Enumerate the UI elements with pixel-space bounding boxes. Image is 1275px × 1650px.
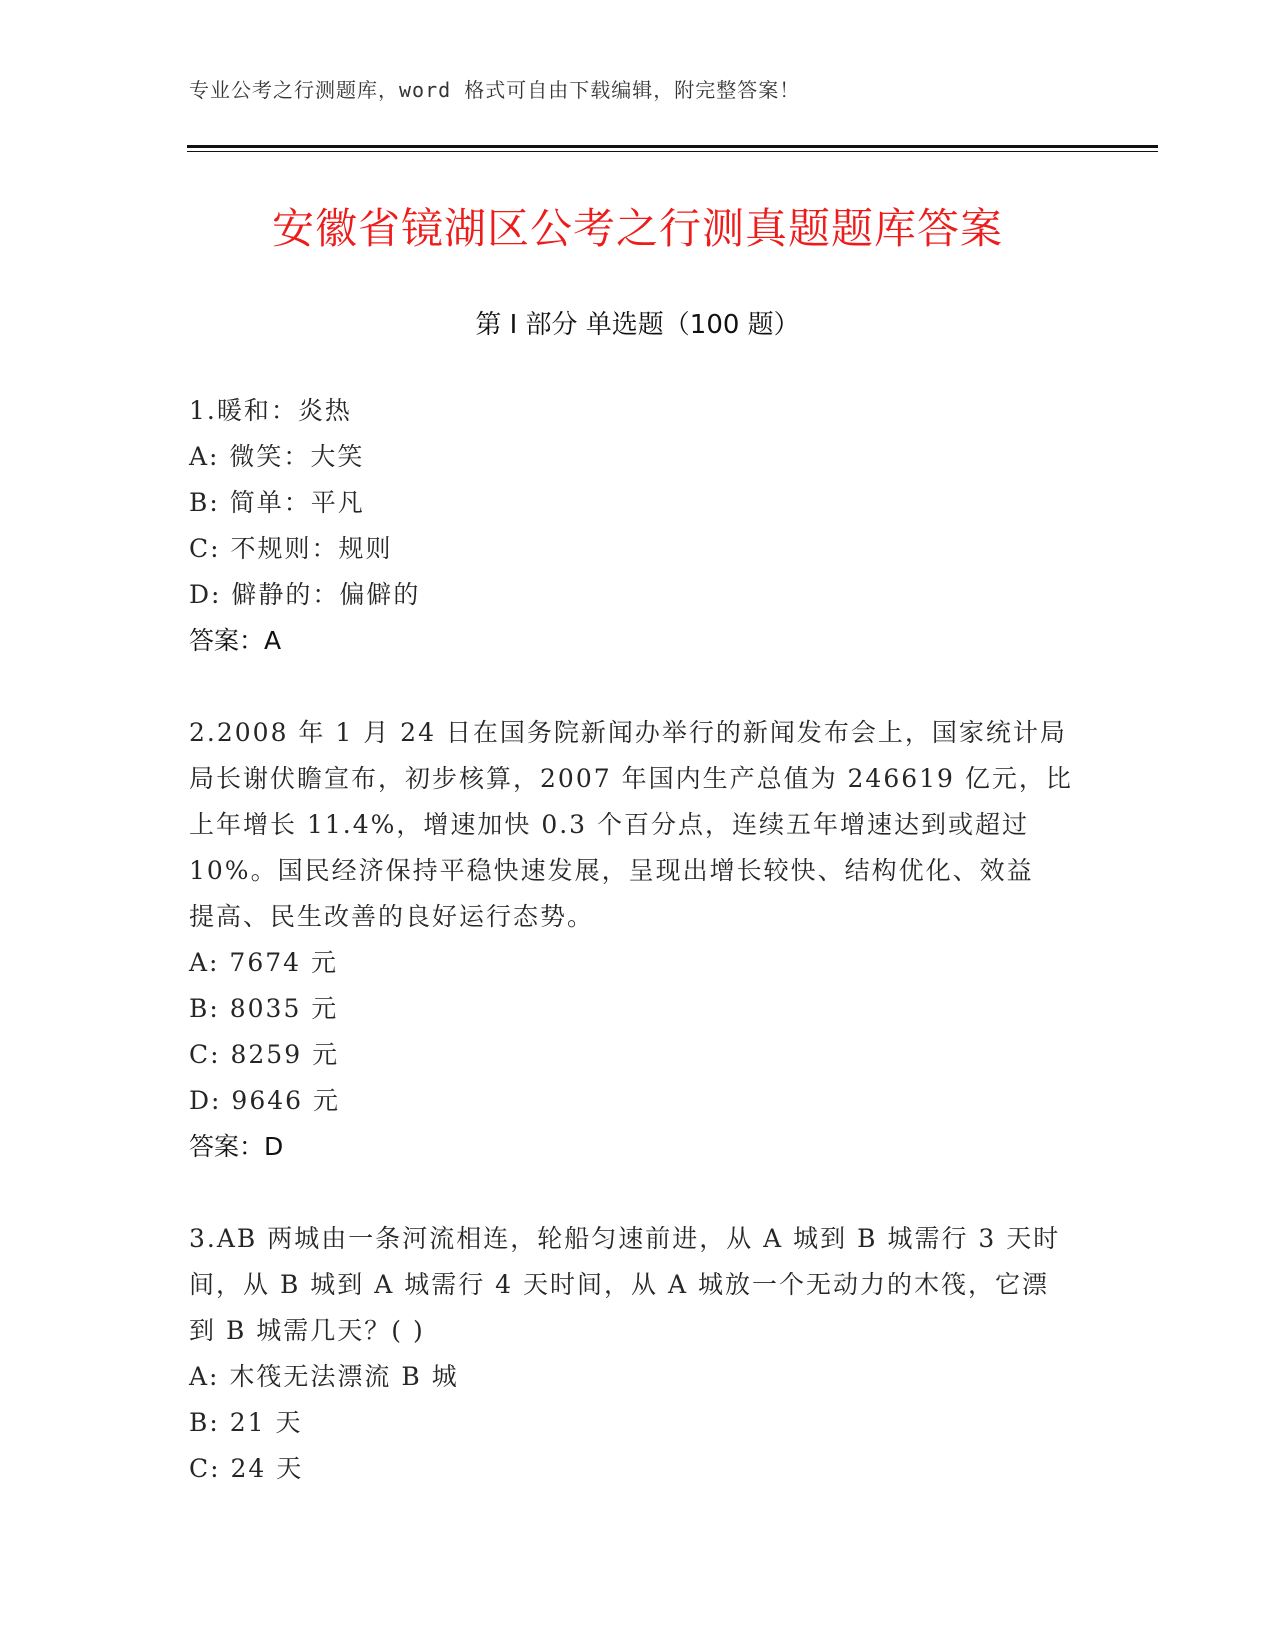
header-note: 专业公考之行测题库，word 格式可自由下载编辑，附完整答案！ — [189, 78, 801, 102]
stem-line: 2.2008 年 1 月 24 日在国务院新闻办举行的新闻发布会上，国家统计局 — [189, 718, 1067, 747]
question-stem — [189, 1216, 1089, 1354]
option-d: D: 9646 元 — [189, 1086, 340, 1115]
stem-line: 提高、民生改善的良好运行态势。 — [189, 902, 595, 931]
option-c: C: 8259 元 — [189, 1040, 340, 1069]
option-a: A: 木筏无法漂流 B 城 — [189, 1362, 459, 1391]
option-b: B: 8035 元 — [189, 994, 339, 1023]
document-title: 安徽省镜湖区公考之行测真题题库答案 — [271, 204, 1003, 253]
stem-line: 上年增长 11.4%，增速加快 0.3 个百分点，连续五年增速达到或超过 — [189, 810, 1030, 839]
stem-line: 到 B 城需几天？( ) — [189, 1316, 425, 1345]
spacer — [189, 1170, 1089, 1216]
section-title: 第 I 部分 单选题（100 题） — [475, 310, 800, 340]
answer: 答案：D — [189, 1132, 284, 1161]
spacer — [189, 664, 1089, 710]
stem-line: 3.AB 两城由一条河流相连，轮船匀速前进，从 A 城到 B 城需行 3 天时 — [189, 1224, 1061, 1253]
option-c: C: 24 天 — [189, 1454, 304, 1483]
stem-line: 10%。国民经济保持平稳快速发展，呈现出增长较快、结构优化、效益 — [189, 856, 1034, 885]
question-stem: 1.暖和：炎热 — [189, 396, 352, 425]
option-c: C: 不规则：规则 — [189, 534, 393, 563]
option-d: D: 僻静的：偏僻的 — [189, 580, 421, 609]
answer: 答案：A — [189, 626, 282, 655]
question-stem — [189, 710, 1089, 940]
option-a: A: 7674 元 — [189, 948, 338, 977]
option-b: B: 简单：平凡 — [189, 488, 365, 517]
option-a: A: 微笑：大笑 — [189, 442, 365, 471]
header-rule-thick — [187, 145, 1158, 148]
stem-line: 间，从 B 城到 A 城需行 4 天时间，从 A 城放一个无动力的木筏，它漂 — [189, 1270, 1049, 1299]
question-3 — [189, 1216, 1089, 1492]
header-rule-thin — [187, 151, 1158, 152]
stem-line: 局长谢伏瞻宣布，初步核算，2007 年国内生产总值为 246619 亿元，比 — [189, 764, 1073, 793]
question-1 — [189, 388, 1089, 664]
question-list — [189, 388, 1089, 1492]
question-2 — [189, 710, 1089, 1170]
option-b: B: 21 天 — [189, 1408, 303, 1437]
